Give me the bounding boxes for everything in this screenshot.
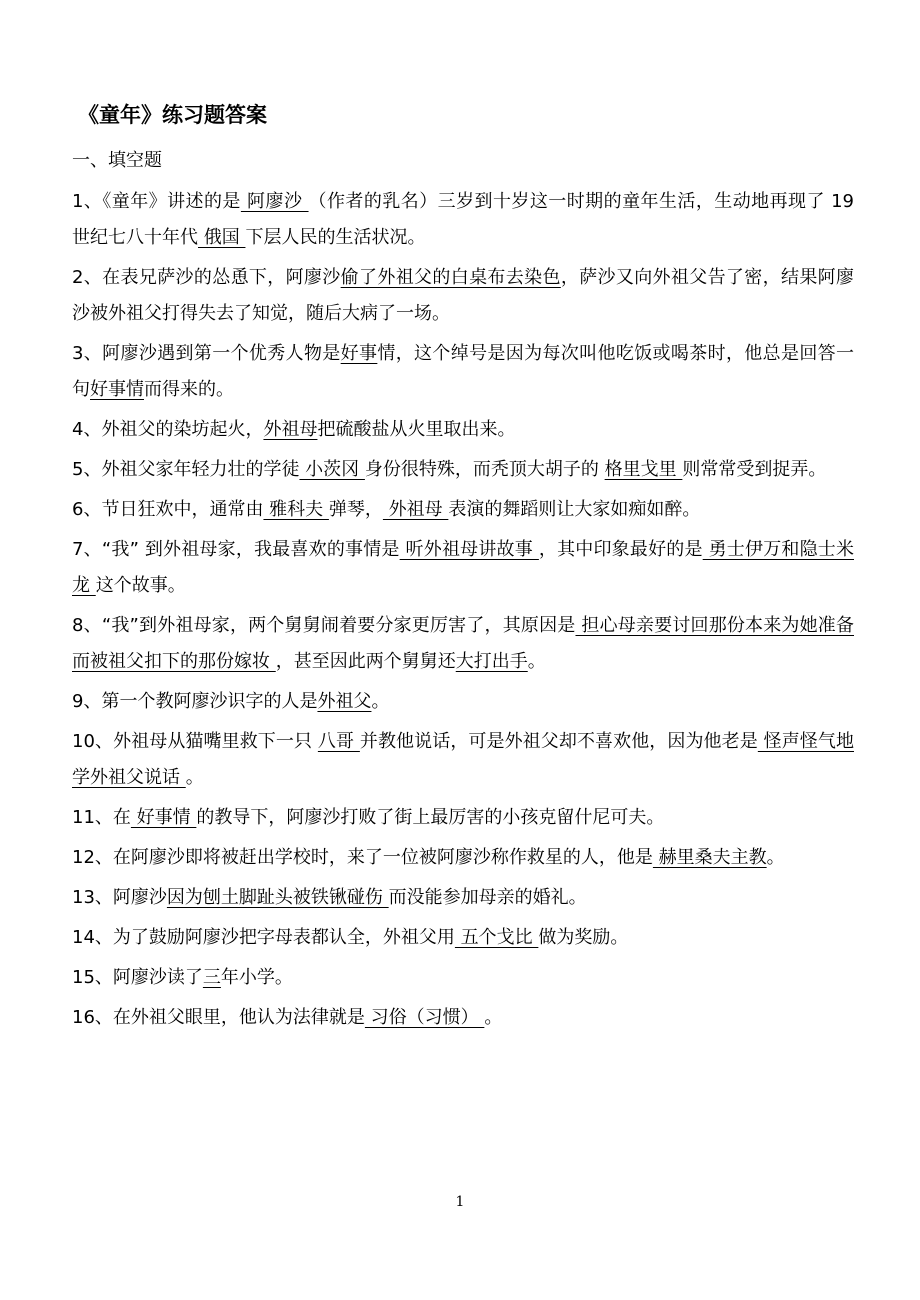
answer-blank: 好事	[340, 343, 378, 364]
question-item	[72, 184, 854, 256]
answer-blank: 小茨冈	[299, 459, 365, 480]
question-text: 2、在表兄萨沙的怂恿下，阿廖沙	[72, 267, 341, 288]
question-text: 8、“我”到外祖母家，两个舅舅闹着要分家更厉害了，其原因是	[72, 615, 576, 636]
question-text: 。	[371, 691, 390, 712]
question-text: 4、外祖父的染坊起火，	[72, 419, 264, 440]
question-item	[72, 960, 854, 996]
question-text: 1、《童年》讲述的是	[72, 191, 241, 212]
question-item	[72, 920, 854, 956]
answer-blank: 勇士伊万和隐士米龙	[72, 539, 854, 596]
answer-blank: 八哥	[317, 731, 360, 752]
question-text: 而没能参加母亲的婚礼。	[388, 887, 587, 908]
question-item	[72, 336, 854, 408]
question-item	[72, 840, 854, 876]
question-text: ，甚至因此两个舅舅还	[275, 651, 456, 672]
answer-blank: 格里戈里	[604, 459, 683, 480]
answer-blank: 雅科夫	[263, 499, 329, 520]
page-number: 1	[455, 1194, 465, 1210]
question-text: 10、外祖母从猫嘴里救下一只	[72, 731, 318, 752]
answer-blank: 外祖母	[382, 499, 449, 520]
question-text: 6、节日狂欢中，通常由	[72, 499, 264, 520]
answer-blank: 听外祖母讲故事	[399, 539, 539, 560]
question-item	[72, 684, 854, 720]
question-text: （作者的乳名）三岁到十岁这一时期的童年生活，生动地再现了 19 世纪七八十年代	[72, 191, 855, 248]
question-text: 年小学。	[220, 967, 293, 988]
question-text: 表演的舞蹈则让大家如痴如醉。	[448, 499, 701, 520]
document-page	[72, 98, 854, 1040]
question-item	[72, 260, 854, 332]
answer-blank: 好事情	[90, 379, 144, 400]
answer-blank: 三	[202, 967, 221, 988]
question-text: 身份很特殊，而秃顶大胡子的	[364, 459, 605, 480]
question-item	[72, 492, 854, 528]
question-text: 则常常受到捉弄。	[682, 459, 827, 480]
question-text: 7、“我” 到外祖母家，我最喜欢的事情是	[72, 539, 400, 560]
answer-blank: 怪声怪气地学外祖父说话	[72, 731, 854, 788]
answer-blank: 担心母亲要讨回那份本来为她准备而被祖父扣下的那份嫁妆	[72, 615, 854, 672]
question-list	[72, 184, 854, 1036]
answer-blank: 习俗（习惯）	[364, 1007, 485, 1028]
question-text: 。	[766, 847, 785, 868]
question-text: 12、在阿廖沙即将被赶出学校时，来了一位被阿廖沙称作救星的人，他是	[72, 847, 653, 868]
question-item	[72, 1000, 854, 1036]
question-text: 5、外祖父家年轻力壮的学徒	[72, 459, 300, 480]
question-text: 11、在	[72, 807, 131, 828]
question-item	[72, 800, 854, 836]
answer-blank: 因为刨土脚趾头被铁锹碰伤	[166, 887, 389, 908]
question-text: 做为奖励。	[538, 927, 629, 948]
question-text: 弹琴，	[328, 499, 383, 520]
question-item	[72, 880, 854, 916]
answer-blank: 五个戈比	[454, 927, 539, 948]
question-text: 。	[484, 1007, 503, 1028]
question-item	[72, 724, 854, 796]
answer-blank: 外祖母	[263, 419, 318, 440]
question-text: 这个故事。	[95, 575, 186, 596]
question-text: 13、阿廖沙	[72, 887, 167, 908]
question-text: 15、阿廖沙读了	[72, 967, 203, 988]
question-text: 的教导下，阿廖沙打败了街上最厉害的小孩克留什尼可夫。	[196, 807, 665, 828]
question-item	[72, 412, 854, 448]
question-text: 3、阿廖沙遇到第一个优秀人物是	[72, 343, 341, 364]
answer-blank: 外祖父	[317, 691, 372, 712]
question-text: 。	[527, 651, 546, 672]
section-heading: 一、填空题	[72, 150, 162, 171]
answer-blank: 偷了外祖父的白桌布去染色	[340, 267, 561, 288]
answer-blank: 阿廖沙	[240, 191, 309, 212]
question-text: 并教他说话，可是外祖父却不喜欢他，因为他老是	[359, 731, 758, 752]
page-title: 《童年》练习题答案	[78, 103, 267, 127]
question-text: 16、在外祖父眼里，他认为法律就是	[72, 1007, 365, 1028]
question-text: 。	[185, 767, 204, 788]
question-item	[72, 608, 854, 680]
question-text: ，萨沙又向外祖父告了密，结果阿廖沙被外祖父打得失去了知觉，随后大病了一场。	[72, 267, 855, 324]
question-text: ，其中印象最好的是	[538, 539, 703, 560]
question-text: 情，这个绰号是因为每次叫他吃饭或喝茶时，他总是回答一句	[72, 343, 855, 400]
question-text: 而得来的。	[144, 379, 234, 400]
question-text: 9、第一个教阿廖沙识字的人是	[72, 691, 318, 712]
answer-blank: 俄国	[198, 227, 246, 248]
answer-blank: 大打出手	[455, 651, 528, 672]
question-text: 把硫酸盐从火里取出来。	[317, 419, 516, 440]
question-text: 下层人民的生活状况。	[245, 227, 426, 248]
answer-blank: 赫里桑夫主教	[652, 847, 767, 868]
question-item	[72, 532, 854, 604]
question-text: 14、为了鼓励阿廖沙把字母表都认全，外祖父用	[72, 927, 455, 948]
question-item	[72, 452, 854, 488]
answer-blank: 好事情	[130, 807, 197, 828]
